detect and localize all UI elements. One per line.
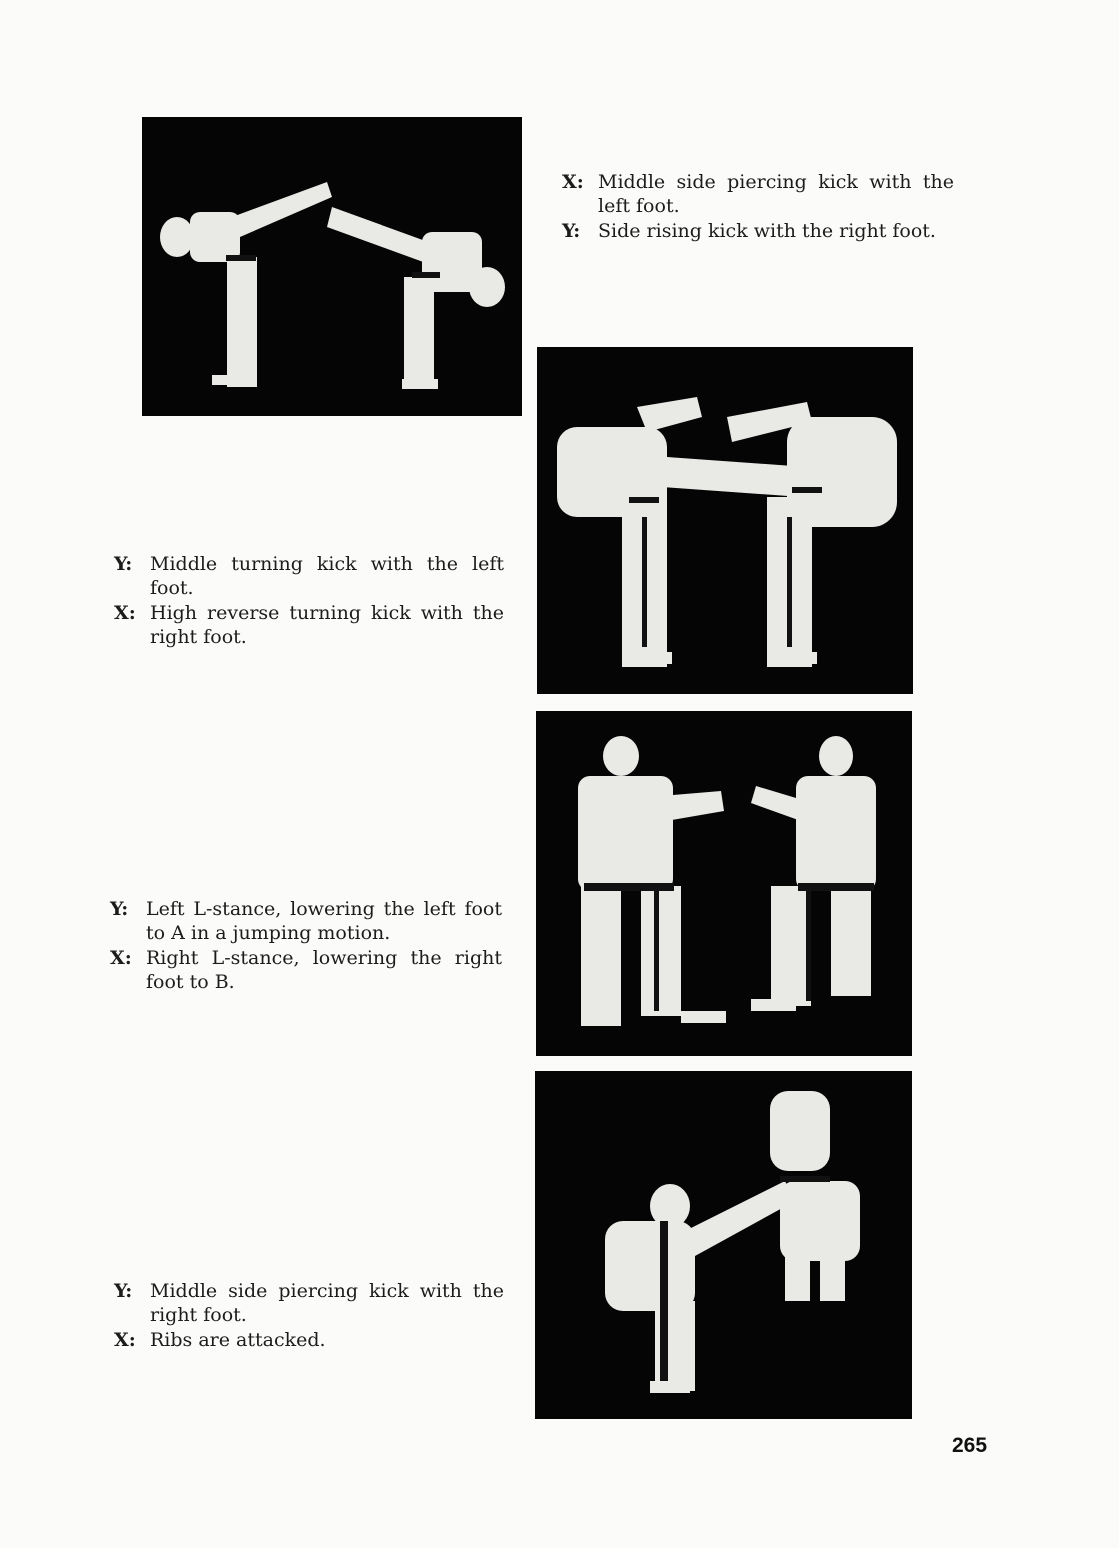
caption-line <box>114 1328 504 1352</box>
photo-rib-attack <box>535 1071 912 1419</box>
caption-text: Middle side piercing kick with the left foot. <box>598 171 954 217</box>
speaker-label: Y: <box>110 898 129 920</box>
speaker-label: Y: <box>114 553 133 575</box>
caption-step-2 <box>114 552 504 650</box>
caption-text: Side rising kick with the right foot. <box>598 220 936 242</box>
photo-turning-kick <box>537 347 913 694</box>
photo-2-figures <box>537 347 913 694</box>
speaker-label: X: <box>110 947 132 969</box>
caption-step-1 <box>562 170 954 244</box>
speaker-label: X: <box>562 171 584 193</box>
photo-4-figures <box>535 1071 912 1419</box>
caption-line <box>110 946 502 994</box>
caption-text: Right L-stance, lowering the right foot to B. <box>146 947 502 993</box>
caption-text: Ribs are attacked. <box>150 1329 326 1351</box>
caption-text: Left L-stance, lowering the left foot to A in a jumping motion. <box>146 898 502 944</box>
caption-step-4 <box>114 1279 504 1353</box>
caption-step-3 <box>110 897 502 995</box>
caption-line <box>562 219 954 243</box>
speaker-label: X: <box>114 1329 136 1351</box>
caption-line <box>114 601 504 649</box>
caption-text: High reverse turning kick with the right foot. <box>150 602 504 648</box>
caption-line <box>110 897 502 945</box>
speaker-label: Y: <box>562 220 581 242</box>
photo-l-stance <box>536 711 912 1056</box>
caption-line <box>114 1279 504 1327</box>
photo-1-figures <box>142 117 522 416</box>
photo-side-piercing-kick <box>142 117 522 416</box>
caption-text: Middle side piercing kick with the right foot. <box>150 1280 504 1326</box>
speaker-label: Y: <box>114 1280 133 1302</box>
caption-line <box>114 552 504 600</box>
caption-line <box>562 170 954 218</box>
photo-3-figures <box>536 711 912 1056</box>
page-number: 265 <box>952 1434 988 1457</box>
caption-text: Middle turning kick with the left foot. <box>150 553 504 599</box>
speaker-label: X: <box>114 602 136 624</box>
